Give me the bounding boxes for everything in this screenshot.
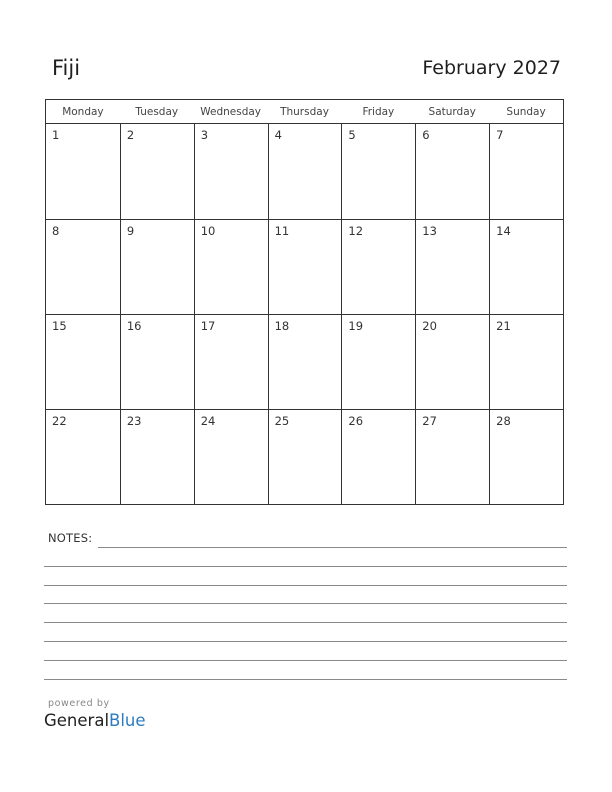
weekday-header-row (46, 100, 563, 124)
day-number: 26 (348, 414, 364, 428)
day-number: 24 (200, 414, 216, 428)
day-number: 17 (200, 319, 216, 333)
day-number: 8 (52, 224, 60, 238)
day-cell (341, 220, 415, 314)
day-cell (194, 410, 268, 504)
weekday-header: Monday (62, 106, 104, 118)
day-number: 22 (52, 414, 67, 428)
weekday-header: Thursday (280, 106, 329, 118)
day-cell (415, 410, 489, 504)
day-cell (120, 220, 194, 314)
notes-line (44, 679, 567, 680)
day-cell (415, 315, 489, 409)
day-number: 11 (274, 224, 290, 238)
day-cell (46, 410, 120, 504)
day-number: 13 (422, 224, 437, 238)
day-cell (120, 124, 194, 219)
day-cell (194, 315, 268, 409)
day-cell (46, 220, 120, 314)
day-number: 2 (126, 128, 135, 142)
day-cell (341, 124, 415, 219)
day-number: 7 (496, 128, 504, 142)
notes-label: NOTES: (48, 531, 93, 545)
day-number: 20 (422, 319, 437, 333)
day-number: 21 (496, 319, 511, 333)
day-cell (120, 315, 194, 409)
day-number: 4 (274, 128, 282, 142)
powered-by-text: powered by (48, 698, 110, 709)
day-number: 16 (126, 319, 142, 333)
day-cell (268, 315, 342, 409)
day-number: 25 (274, 414, 290, 428)
day-cell (268, 124, 342, 219)
day-cell (268, 220, 342, 314)
day-cell (46, 124, 120, 219)
day-number: 5 (348, 128, 356, 142)
notes-line (44, 566, 567, 567)
day-number: 14 (496, 224, 511, 238)
week-row (46, 409, 563, 504)
brand-general: General (44, 711, 110, 730)
notes-line (44, 660, 567, 661)
country-title: Fiji (52, 56, 81, 80)
weekday-header: Friday (362, 106, 395, 118)
notes-line (98, 547, 567, 548)
day-cell (489, 315, 563, 409)
day-cell (341, 315, 415, 409)
day-cell (268, 410, 342, 504)
day-number: 10 (200, 224, 216, 238)
day-cell (341, 410, 415, 504)
generalblue-logo (44, 711, 146, 730)
day-number: 12 (348, 224, 364, 238)
calendar-grid (45, 99, 564, 505)
day-number: 18 (274, 319, 290, 333)
brand-blue: Blue (109, 711, 146, 730)
notes-line (44, 641, 567, 642)
weekday-header: Saturday (428, 106, 476, 118)
notes-line (44, 585, 567, 586)
week-row (46, 124, 563, 219)
week-row (46, 219, 563, 314)
day-number: 23 (126, 414, 142, 428)
notes-line (44, 603, 567, 604)
day-number: 6 (422, 128, 430, 142)
day-cell (194, 124, 268, 219)
day-cell (489, 220, 563, 314)
day-cell (415, 220, 489, 314)
day-cell (46, 315, 120, 409)
day-cell (120, 410, 194, 504)
day-number: 1 (52, 128, 60, 142)
weeks-container (46, 124, 563, 504)
month-year-title: February 2027 (422, 57, 561, 79)
day-number: 9 (126, 224, 135, 238)
day-number: 27 (422, 414, 437, 428)
week-row (46, 314, 563, 409)
day-cell (415, 124, 489, 219)
notes-line (44, 622, 567, 623)
weekday-header: Wednesday (200, 106, 262, 118)
day-cell (489, 410, 563, 504)
day-number: 15 (52, 319, 67, 333)
day-cell (489, 124, 563, 219)
weekday-header: Tuesday (135, 106, 179, 118)
day-number: 3 (200, 128, 209, 142)
day-cell (194, 220, 268, 314)
day-number: 28 (496, 414, 511, 428)
weekday-header: Sunday (506, 106, 546, 118)
day-number: 19 (348, 319, 364, 333)
